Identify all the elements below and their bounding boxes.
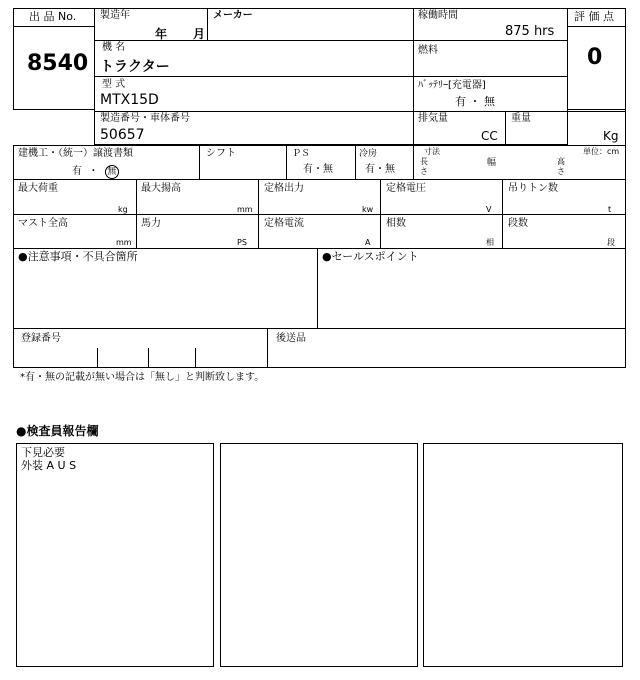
docs-yes: 有: [72, 166, 82, 177]
height-label: 高さ: [557, 157, 565, 176]
type-label: 型 式: [102, 79, 126, 90]
footnote: *有・無の記載が無い場合は「無し」と判断致します。: [20, 372, 265, 383]
length-label: 長さ: [420, 157, 428, 176]
inspector-box-3: [423, 443, 623, 667]
rated-current-unit: A: [365, 238, 371, 247]
dims-label: 寸法: [424, 147, 440, 156]
inspector-box-2: [220, 443, 418, 667]
max-lift-label: 最大揚高: [141, 183, 181, 194]
fuel-label: 燃料: [418, 45, 438, 56]
inspector-box-1: [16, 443, 214, 667]
rated-output-unit: kw: [362, 205, 374, 214]
registration-label: 登録番号: [21, 333, 61, 344]
displacement-label: 排気量: [418, 113, 448, 124]
caution-label: ●注意事項・不具合箇所: [18, 250, 138, 263]
shift-label: シフト: [206, 148, 236, 159]
horsepower-label: 馬力: [141, 218, 161, 229]
mast-height-label: マスト全高: [18, 218, 68, 229]
rating-label: 評 価 点: [574, 10, 614, 23]
ac-options: 有・無: [365, 164, 395, 175]
docs-options: [72, 162, 119, 179]
docs-no-circled: 無: [105, 165, 119, 179]
maker-label: メーカー: [213, 10, 253, 21]
ps-options: 有・無: [303, 164, 333, 175]
notes-box: [13, 248, 626, 368]
serial-value: 50657: [100, 127, 145, 143]
mast-height-unit: mm: [116, 238, 132, 247]
type-value: MTX15D: [100, 92, 159, 108]
max-lift-unit: mm: [237, 205, 253, 214]
model-name: トラクター: [100, 59, 170, 75]
horsepower-unit: PS: [237, 238, 247, 247]
rated-voltage-label: 定格電圧: [386, 183, 426, 194]
hours-value: 875 hrs: [505, 24, 555, 39]
width-label: 幅: [487, 158, 497, 168]
docs-label: 建機工・（統一）譲渡書類: [18, 148, 133, 159]
phase-unit: 相: [486, 238, 494, 247]
docs-dot: ・: [88, 166, 99, 177]
inspector-title: ●検査員報告欄: [16, 424, 99, 438]
hoist-ton-unit: t: [608, 205, 612, 214]
hours-label: 稼働時間: [418, 10, 458, 21]
year-suffix: 年: [155, 27, 168, 41]
rating-value: 0: [587, 45, 603, 70]
max-load-unit: kg: [118, 205, 128, 214]
battery-label: ﾊﾞｯﾃﾘｰ[充電器]: [418, 80, 486, 91]
inspector-line-1: 下見必要: [21, 446, 65, 459]
lot-number-label: 出 品 No.: [29, 10, 77, 23]
spec-grid: [13, 145, 626, 249]
battery-options: 有 ・ 無: [455, 95, 495, 108]
weight-unit: Kg: [603, 129, 619, 143]
phase-label: 相数: [386, 218, 406, 229]
max-load-label: 最大荷重: [18, 183, 58, 194]
weight-label: 重量: [511, 113, 531, 124]
after-shipment-label: 後送品: [276, 333, 306, 344]
stages-unit: 段: [607, 238, 615, 247]
stages-label: 段数: [508, 218, 528, 229]
inspector-line-2: 外装 A U S: [21, 459, 77, 472]
lot-number: 8540: [27, 51, 89, 76]
year-label: 製造年: [100, 10, 130, 21]
serial-label: 製造番号・車体番号: [100, 113, 190, 124]
displacement-unit: CC: [481, 129, 498, 143]
dims-unit: 単位：cm: [583, 147, 620, 156]
rated-current-label: 定格電流: [264, 218, 304, 229]
rated-voltage-unit: V: [486, 205, 492, 214]
hoist-ton-label: 吊りトン数: [508, 183, 558, 194]
month-suffix: 月: [193, 27, 206, 41]
model-name-label: 機 名: [102, 42, 126, 53]
rated-output-label: 定格出力: [264, 183, 304, 194]
ac-label: 冷房: [359, 149, 378, 159]
ps-label: ＰＳ: [292, 149, 311, 159]
sales-point-label: ●セールスポイント: [322, 250, 419, 263]
